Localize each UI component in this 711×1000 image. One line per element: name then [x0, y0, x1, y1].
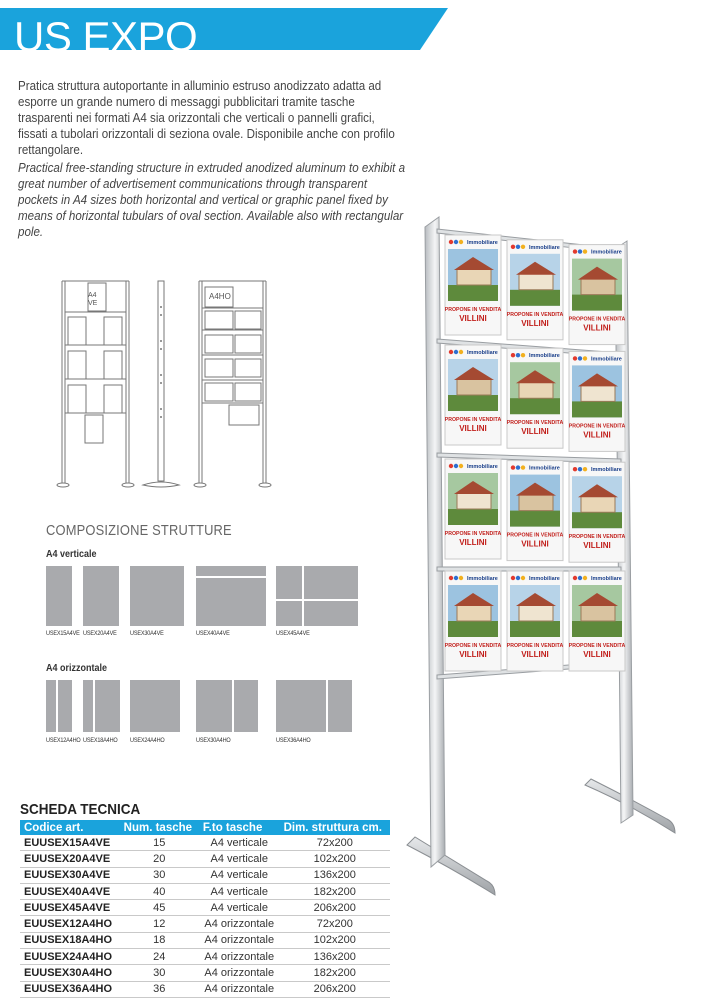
- cell-num-tasche: 20: [120, 851, 199, 867]
- orizzontale-subtitle: A4 orizzontale: [46, 663, 108, 674]
- poster-brand: Immobiliare: [591, 249, 622, 256]
- poster-line2: VILLINI: [583, 323, 611, 333]
- poster-line1: PROPONE IN VENDITA: [506, 643, 564, 649]
- composition-usex12a4ho-a: [46, 680, 56, 732]
- composition-usex24a4ho: [130, 680, 180, 732]
- poster-grid: [445, 235, 626, 671]
- poster-line1: PROPONE IN VENDITA: [506, 420, 564, 427]
- front-view-horizontal-drawing: [194, 281, 271, 487]
- header-bar: [0, 8, 420, 60]
- poster-line2: VILLINI: [521, 318, 549, 328]
- composition-usex40a4ve-top: [196, 566, 266, 576]
- cell-dimensioni: 72x200: [280, 835, 390, 851]
- table-row: [20, 900, 390, 916]
- composition-usex30a4ho-a: [196, 680, 232, 732]
- drawing-label-a4: A4: [88, 292, 97, 299]
- poster-line2: VILLINI: [459, 650, 487, 659]
- cell-codice: EUUSEX40A4VE: [20, 883, 120, 899]
- composition-usex40a4ve-bottom: [196, 578, 266, 626]
- composizione-title: COMPOSIZIONE STRUTTURE: [46, 522, 232, 539]
- code-label: USEX12A4HO: [46, 737, 81, 744]
- cell-dimensioni: 206x200: [280, 900, 390, 916]
- poster-line2: VILLINI: [521, 650, 549, 659]
- left-foot: [407, 837, 495, 895]
- cell-dimensioni: 136x200: [280, 949, 390, 965]
- left-pole: [425, 217, 445, 867]
- code-label: USEX30A4VE: [130, 630, 164, 637]
- header-bar-tip: [420, 8, 448, 50]
- cell-formato: A4 orizzontale: [199, 916, 280, 932]
- poster: [507, 461, 564, 561]
- table-row: [20, 916, 390, 932]
- code-label: USEX20A4VE: [83, 630, 117, 637]
- table-row: [20, 965, 390, 981]
- poster-line1: PROPONE IN VENDITA: [506, 532, 564, 539]
- technical-drawings: [40, 275, 280, 495]
- composition-usex18a4ho-a: [83, 680, 93, 732]
- table-row: [20, 867, 390, 883]
- code-label: USEX15A4VE: [46, 630, 80, 637]
- poster-brand: Immobiliare: [591, 467, 622, 474]
- composition-usex12a4ho-b: [58, 680, 72, 732]
- poster-line2: VILLINI: [459, 314, 487, 323]
- composition-usex36a4ho-b: [328, 680, 352, 732]
- code-label: USEX36A4HO: [276, 737, 311, 744]
- header-codice: Codice art.: [20, 820, 120, 835]
- cell-codice: EUUSEX20A4VE: [20, 851, 120, 867]
- cell-codice: EUUSEX45A4VE: [20, 900, 120, 916]
- poster: [569, 245, 626, 345]
- composition-usex18a4ho-b: [95, 680, 120, 732]
- code-label: USEX24A4HO: [130, 737, 165, 744]
- cell-num-tasche: 30: [120, 867, 199, 883]
- poster-line2: VILLINI: [521, 427, 549, 437]
- composition-usex30a4ve: [130, 566, 184, 626]
- cell-num-tasche: 45: [120, 900, 199, 916]
- header-dimensioni: Dim. struttura cm.: [280, 820, 390, 835]
- poster-brand: Immobiliare: [467, 464, 498, 470]
- code-label: USEX30A4HO: [196, 737, 231, 744]
- cell-codice: EUUSEX30A4HO: [20, 965, 120, 981]
- cell-codice: EUUSEX15A4VE: [20, 835, 120, 851]
- header-formato-tasche: F.to tasche: [199, 820, 280, 835]
- poster-brand: Immobiliare: [467, 240, 498, 246]
- poster-line1: PROPONE IN VENDITA: [444, 417, 502, 423]
- poster-line1: PROPONE IN VENDITA: [506, 311, 564, 318]
- poster-line1: PROPONE IN VENDITA: [568, 316, 626, 323]
- cell-num-tasche: 18: [120, 932, 199, 948]
- cell-num-tasche: 24: [120, 949, 199, 965]
- table-row: [20, 851, 390, 867]
- composition-usex15a4ve: [46, 566, 72, 626]
- cell-formato: A4 orizzontale: [199, 965, 280, 981]
- cell-codice: EUUSEX30A4VE: [20, 867, 120, 883]
- poster-line1: PROPONE IN VENDITA: [444, 307, 502, 313]
- code-label: USEX18A4HO: [83, 737, 118, 744]
- poster-brand: Immobiliare: [591, 356, 622, 363]
- poster-line2: VILLINI: [583, 541, 611, 551]
- cell-dimensioni: 182x200: [280, 965, 390, 981]
- poster-line1: PROPONE IN VENDITA: [568, 423, 626, 430]
- cell-formato: A4 verticale: [199, 835, 280, 851]
- cell-dimensioni: 136x200: [280, 867, 390, 883]
- cell-num-tasche: 36: [120, 981, 199, 997]
- cell-dimensioni: 72x200: [280, 916, 390, 932]
- poster-brand: Immobiliare: [467, 350, 498, 356]
- code-label: USEX40A4VE: [196, 630, 230, 637]
- cell-num-tasche: 15: [120, 835, 199, 851]
- cell-dimensioni: 182x200: [280, 883, 390, 899]
- description-italian: Pratica struttura autoportante in alluminio estruso anodizzato adatta ad esporre un grande numero di messaggi pubblicitari tramite tasche trasparenti nei formati A4 sia orizzontali che verticali o pannelli grafici, fissati a tubolari orizzontali di seziona ovale. Disponibile anche con profilo rettangolare.: [18, 79, 395, 157]
- front-view-vertical-drawing: [57, 281, 134, 487]
- table-row: [20, 981, 390, 997]
- poster: [507, 348, 564, 448]
- scheda-tecnica-title: SCHEDA TECNICA: [20, 801, 141, 818]
- poster-line1: PROPONE IN VENDITA: [568, 643, 626, 649]
- cell-dimensioni: 102x200: [280, 932, 390, 948]
- cell-codice: EUUSEX36A4HO: [20, 981, 120, 997]
- poster-line2: VILLINI: [459, 538, 487, 547]
- poster-brand: Immobiliare: [529, 244, 560, 251]
- verticale-subtitle: A4 verticale: [46, 549, 97, 560]
- cell-num-tasche: 12: [120, 916, 199, 932]
- spec-table-header-row: [20, 820, 390, 835]
- poster: [569, 462, 626, 562]
- composition-usex45a4ve-tl: [276, 566, 302, 599]
- header-num-tasche: Num. tasche: [120, 820, 199, 835]
- poster-line2: VILLINI: [521, 539, 549, 549]
- composition-usex45a4ve-br: [304, 601, 358, 626]
- composition-usex45a4ve-tr: [304, 566, 358, 599]
- composition-usex36a4ho-a: [276, 680, 326, 732]
- poster-line1: PROPONE IN VENDITA: [444, 531, 502, 537]
- cell-formato: A4 orizzontale: [199, 949, 280, 965]
- description-english: Practical free-standing structure in extruded anodized aluminum to exhibit a great number of advertisement communications through transparent pockets in A4 sizes both horizontal and vertical or graphic panel fixed by means of horizontal tubulars of oval section. Available also with rectangular pole.: [18, 161, 406, 239]
- poster: [569, 351, 626, 451]
- poster-line2: VILLINI: [459, 424, 487, 433]
- spec-table: [20, 820, 390, 998]
- poster-brand: Immobiliare: [529, 353, 560, 360]
- cell-formato: A4 verticale: [199, 883, 280, 899]
- table-row: [20, 883, 390, 899]
- table-row: [20, 932, 390, 948]
- cell-formato: A4 orizzontale: [199, 932, 280, 948]
- poster: [445, 345, 502, 445]
- page-title: US EXPO: [14, 13, 198, 60]
- table-row: [20, 949, 390, 965]
- cell-num-tasche: 40: [120, 883, 199, 899]
- cell-formato: A4 verticale: [199, 900, 280, 916]
- product-photo: [395, 205, 701, 900]
- cell-dimensioni: 206x200: [280, 981, 390, 997]
- drawing-label-a4ho: A4HO: [209, 292, 231, 301]
- poster-brand: Immobiliare: [529, 465, 560, 472]
- cell-codice: EUUSEX24A4HO: [20, 949, 120, 965]
- poster-line2: VILLINI: [583, 430, 611, 440]
- cell-num-tasche: 30: [120, 965, 199, 981]
- poster: [569, 571, 626, 671]
- poster-brand: Immobiliare: [467, 576, 498, 582]
- poster: [507, 240, 564, 340]
- poster-brand: Immobiliare: [529, 576, 560, 582]
- poster-line2: VILLINI: [583, 650, 611, 659]
- poster: [445, 571, 502, 671]
- cell-dimensioni: 102x200: [280, 851, 390, 867]
- table-row: [20, 835, 390, 851]
- cell-formato: A4 verticale: [199, 851, 280, 867]
- cell-codice: EUUSEX12A4HO: [20, 916, 120, 932]
- poster: [445, 235, 502, 335]
- poster-brand: Immobiliare: [591, 576, 622, 582]
- composition-usex30a4ho-b: [234, 680, 258, 732]
- poster-line1: PROPONE IN VENDITA: [444, 643, 502, 649]
- code-label: USEX45A4VE: [276, 630, 310, 637]
- poster-line1: PROPONE IN VENDITA: [568, 534, 626, 541]
- drawing-label-ve: VE: [88, 300, 98, 307]
- cell-codice: EUUSEX18A4HO: [20, 932, 120, 948]
- poster: [507, 571, 564, 671]
- composition-usex20a4ve: [83, 566, 119, 626]
- composition-usex45a4ve-bl: [276, 601, 302, 626]
- cell-formato: A4 verticale: [199, 867, 280, 883]
- cell-formato: A4 orizzontale: [199, 981, 280, 997]
- poster: [445, 459, 502, 559]
